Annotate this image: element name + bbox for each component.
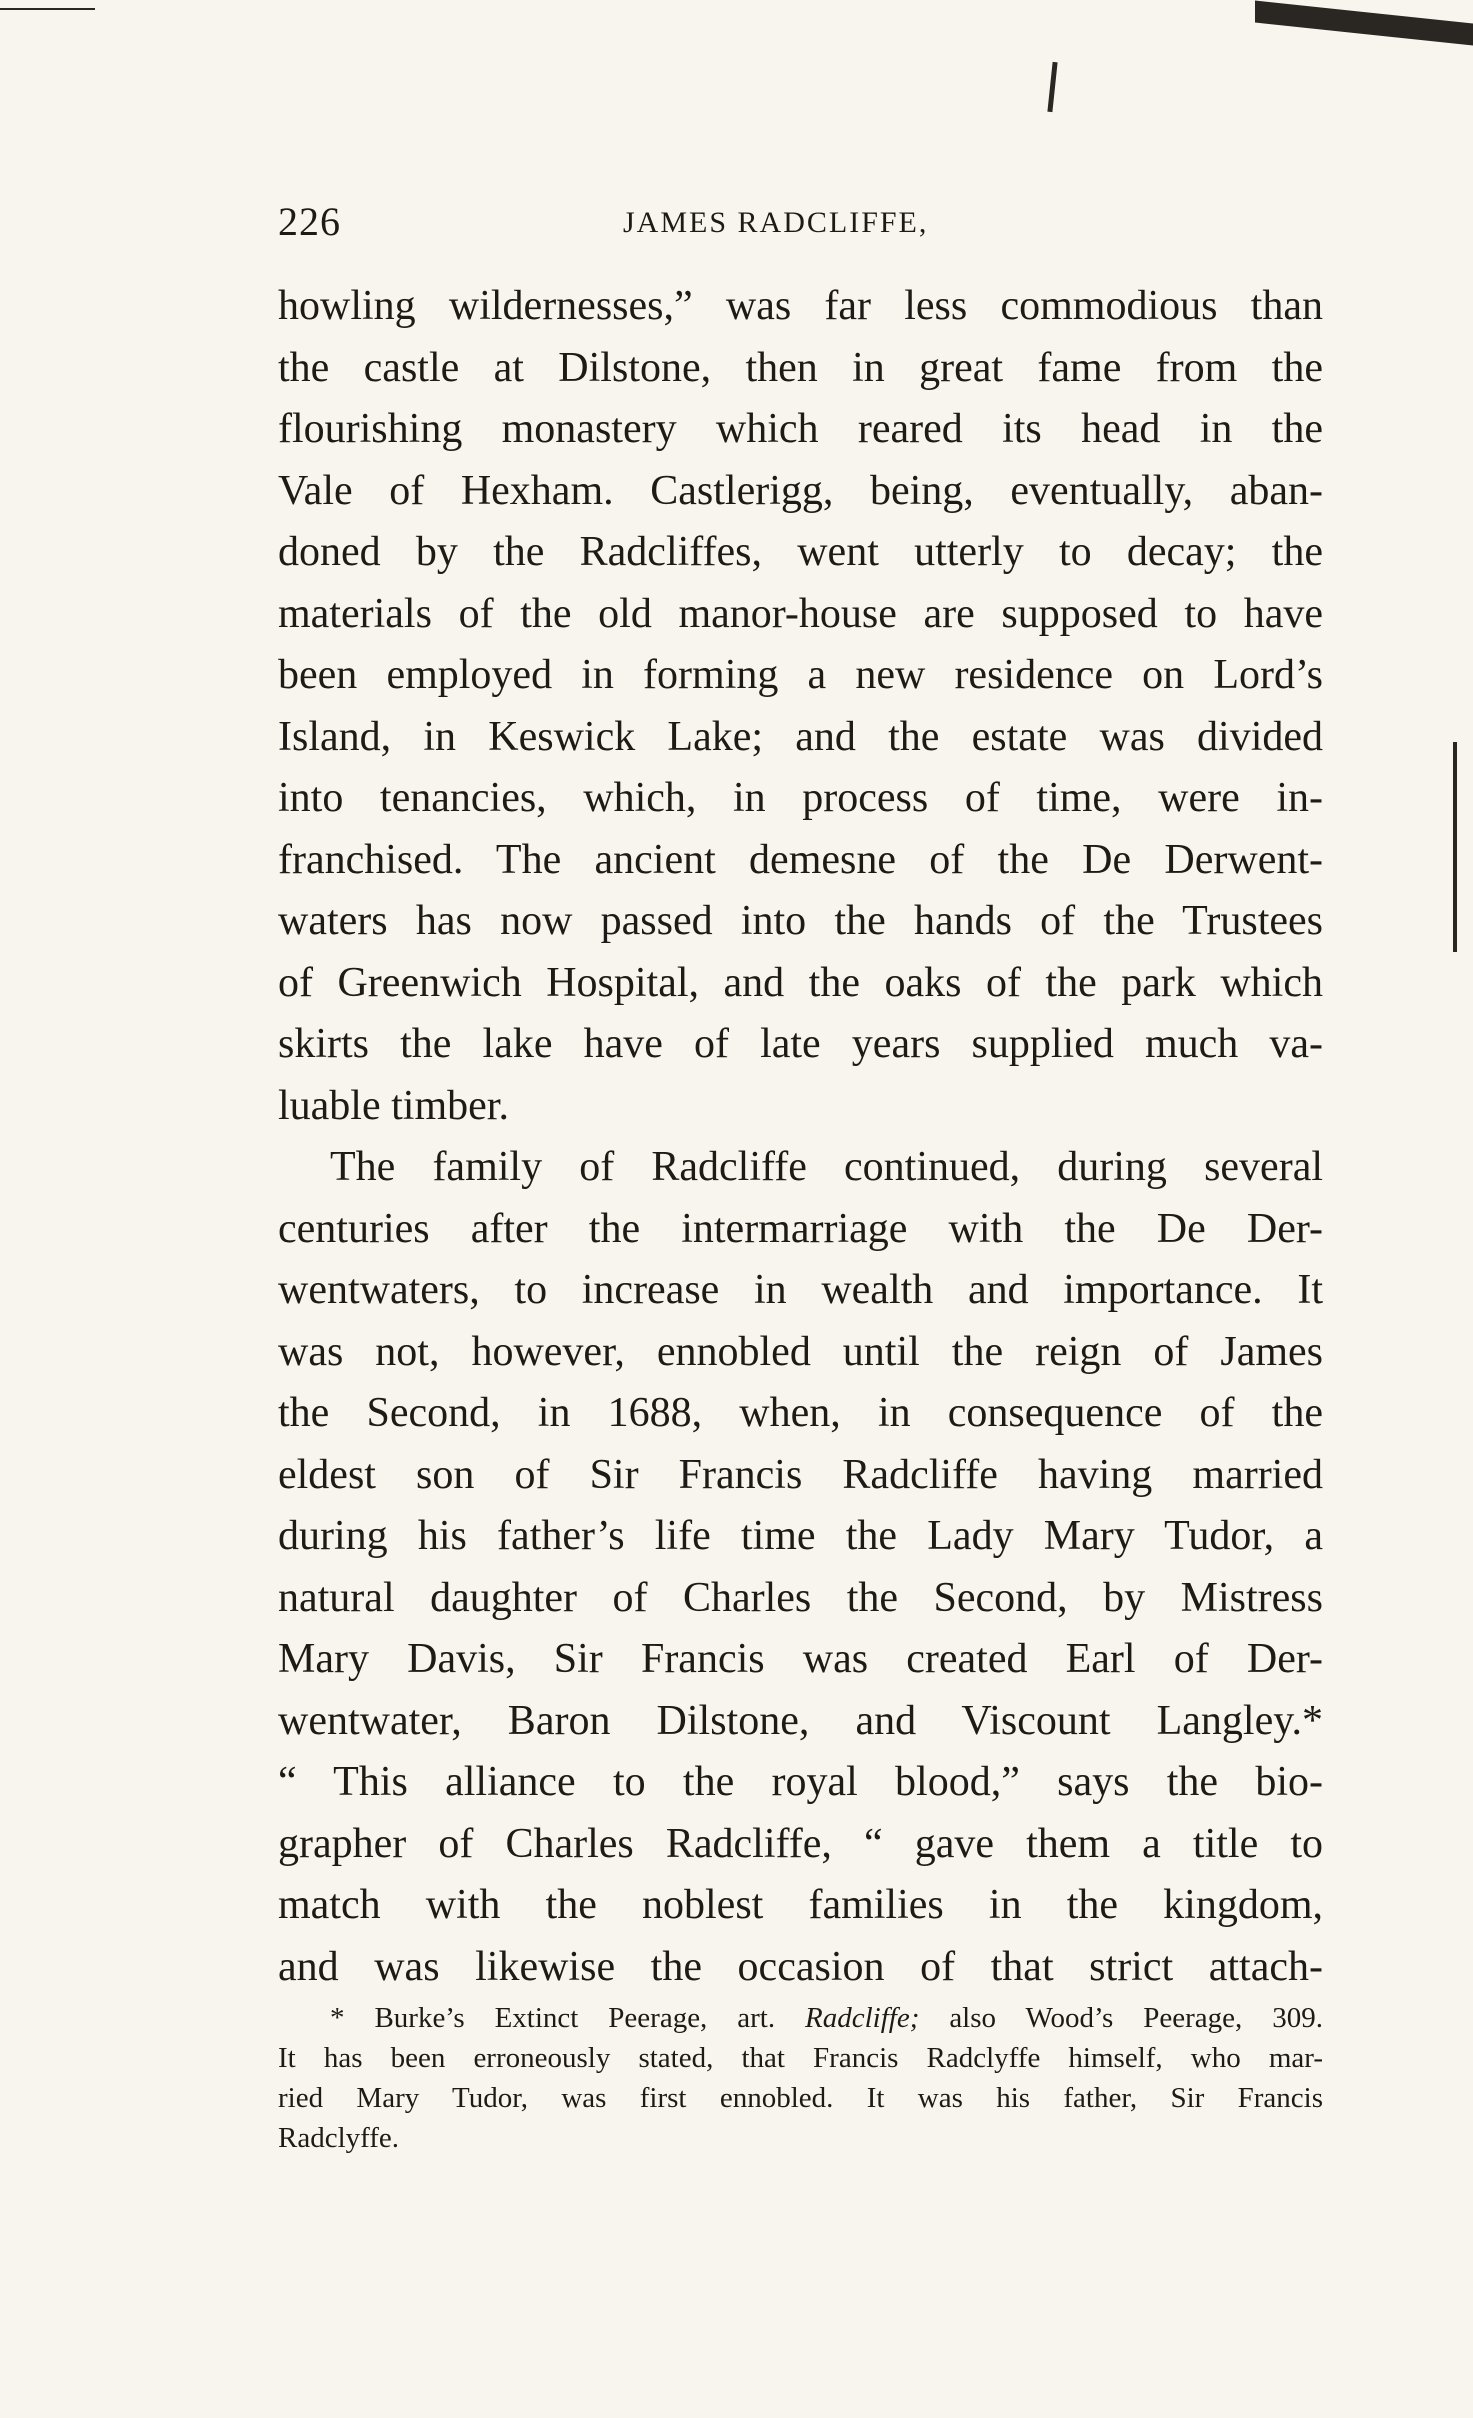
- text-line: doned by the Radcliffes, went utterly to decay; the: [278, 529, 1323, 575]
- scan-mark-top-left: [0, 8, 95, 10]
- text-line: waters has now passed into the hands of the Trustees: [278, 898, 1323, 944]
- page-number: 226: [278, 199, 341, 244]
- text-line: Island, in Keswick Lake; and the estate was divided: [278, 713, 1323, 760]
- text-line: “ This alliance to the royal blood,” says the bio-: [278, 1759, 1323, 1805]
- scan-mark-margin-bar: [1453, 742, 1457, 952]
- text-line: grapher of Charles Radcliffe, “ gave them a title to: [278, 1820, 1323, 1867]
- text-line: natural daughter of Charles the Second, by Mistress: [278, 1574, 1323, 1621]
- text-line: the castle at Dilstone, then in great fame from the: [278, 344, 1323, 391]
- text-line: was not, however, ennobled until the reign of James: [278, 1328, 1323, 1375]
- footnote-italic-text: Radcliffe;: [805, 2002, 920, 2034]
- footnote-line: Radclyffe.: [278, 2122, 400, 2154]
- footnote-line: ried Mary Tudor, was first ennobled. It was his father, Sir Francis: [278, 2082, 1323, 2114]
- text-line: of Greenwich Hospital, and the oaks of the park which: [278, 959, 1323, 1006]
- text-line: wentwaters, to increase in wealth and importance. It: [278, 1267, 1323, 1313]
- text-line: match with the noblest families in the kingdom,: [278, 1882, 1323, 1928]
- text-line: been employed in forming a new residence on Lord’s: [278, 652, 1323, 698]
- text-line: the Second, in 1688, when, in consequence of the: [278, 1390, 1323, 1436]
- text-line: flourishing monastery which reared its head in the: [278, 406, 1323, 452]
- text-line: materials of the old manor-house are supposed to have: [278, 590, 1323, 637]
- scan-mark-tick: [1047, 62, 1057, 112]
- text-line: franchised. The ancient demesne of the De Derwent-: [278, 836, 1323, 883]
- text-line: Mary Davis, Sir Francis was created Earl of Der-: [278, 1636, 1323, 1682]
- running-title: JAMES RADCLIFFE,: [623, 206, 929, 239]
- text-line: wentwater, Baron Dilstone, and Viscount Langley.*: [278, 1697, 1323, 1744]
- footnote: [278, 1998, 1323, 2158]
- footnote-text: also Wood’s Peerage, 309.: [919, 2002, 1323, 2034]
- footnote-line: [278, 1998, 1323, 2038]
- text-line: into tenancies, which, in process of time, were in-: [278, 775, 1323, 821]
- text-line-paragraph-end: luable timber.: [278, 1082, 509, 1129]
- page-header: [278, 198, 1323, 258]
- text-line: centuries after the intermarriage with the De Der-: [278, 1205, 1323, 1252]
- text-line: eldest son of Sir Francis Radcliffe having married: [278, 1451, 1323, 1498]
- text-line: skirts the lake have of late years supplied much va-: [278, 1021, 1323, 1067]
- footnote-line: It has been erroneously stated, that Francis Radclyffe himself, who mar-: [278, 2042, 1323, 2074]
- text-line-paragraph-start: The family of Radcliffe continued, during several: [330, 1144, 1323, 1190]
- footnote-text: * Burke’s Extinct Peerage, art.: [330, 2002, 806, 2034]
- text-line: howling wildernesses,” was far less commodious than: [278, 283, 1323, 329]
- text-line: during his father’s life time the Lady Mary Tudor, a: [278, 1513, 1323, 1559]
- text-line: Vale of Hexham. Castlerigg, being, eventually, aban-: [278, 467, 1323, 514]
- scan-mark-top-right: [1255, 1, 1473, 46]
- body-text: [278, 276, 1323, 1998]
- text-line: and was likewise the occasion of that strict attach-: [278, 1943, 1323, 1990]
